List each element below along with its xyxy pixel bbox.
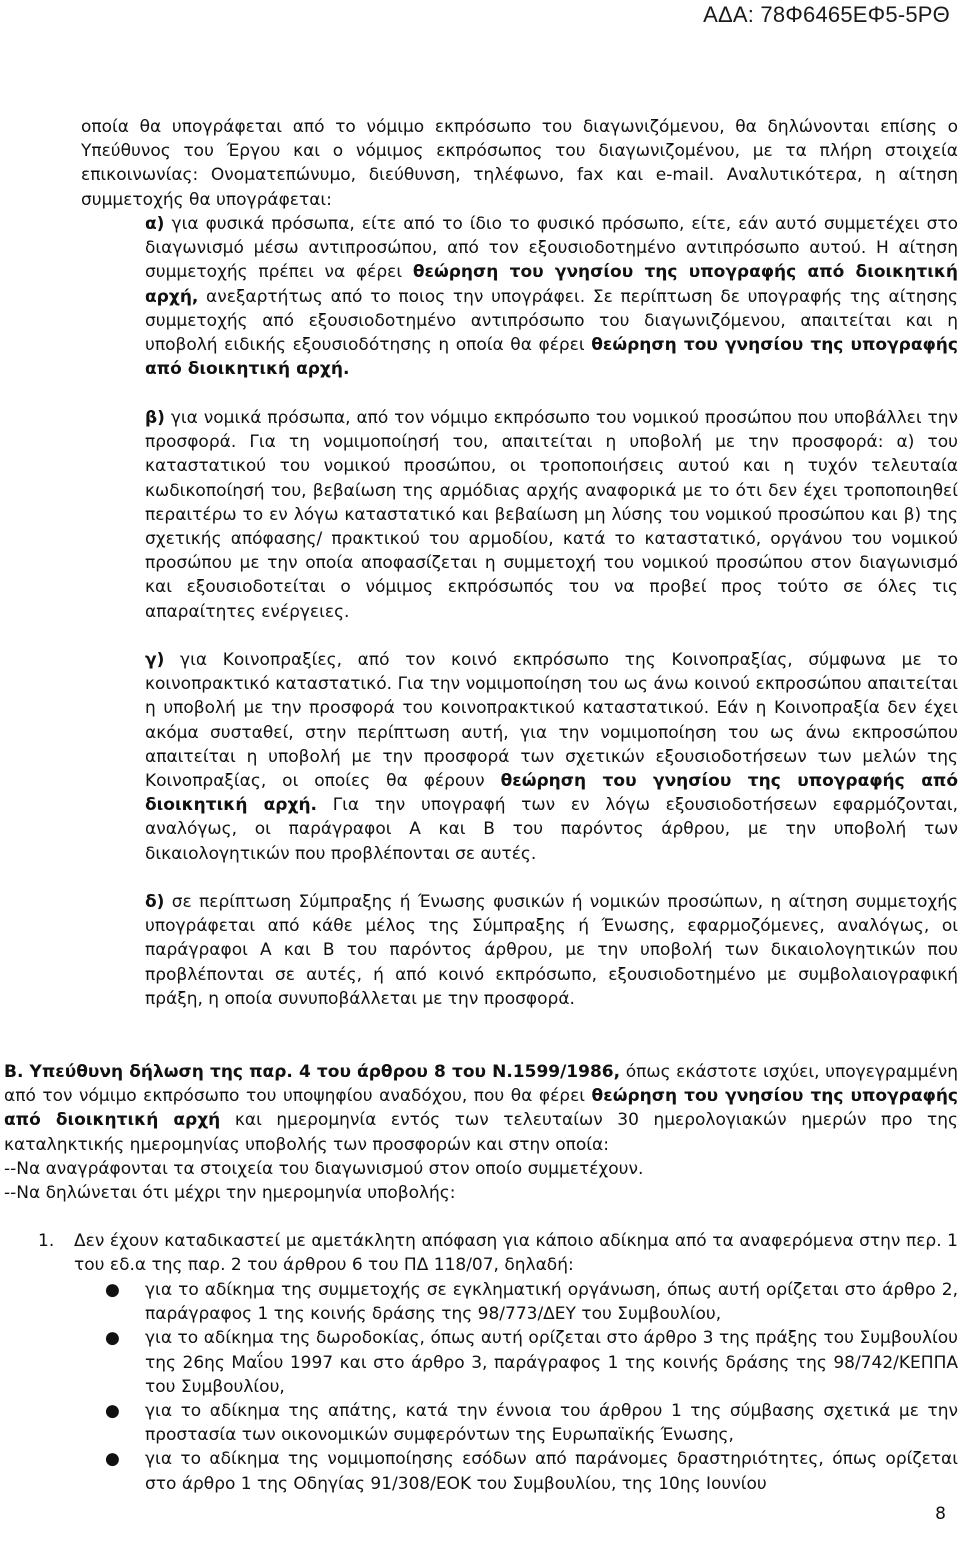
case-a-bold-2: θεώρηση του γνησίου της υπογραφής από διοικητική αρχή. <box>145 335 958 380</box>
section-b-line-1: --Να αναγράφονται τα στοιχεία του διαγωνισμού στον οποίο συμμετέχουν. <box>4 1158 644 1179</box>
case-c-paragraph <box>145 648 958 866</box>
bullet-text: για το αδίκημα της δωροδοκίας, όπως αυτή ορίζεται στο άρθρο 3 της πράξης του Συμβουλίου της 26ης Μαΐου 1997 και στο άρθρο 3, παράγραφος 1 της κοινής δράσης της 98/742/ΚΕΠΠΑ του Συμβουλίου, <box>145 1328 958 1397</box>
list-item <box>105 1399 958 1447</box>
numbered-item-text: Δεν έχουν καταδικαστεί με αμετάκλητη απόφαση για κάποιο αδίκημα από τα αναφερόμενα στην περ. 1 του εδ.α της παρ. 2 του άρθρου 6 του ΠΔ 118/07, δηλαδή: <box>74 1231 958 1276</box>
bullet-text: για το αδίκημα της απάτης, κατά την έννοια του άρθρου 1 της σύμβασης σχετικά με την προστασία των οικονομικών συμφερόντων της Ευρωπαϊκής Ένωσης, <box>145 1401 958 1446</box>
case-a-text-2: ανεξαρτήτως από το ποιος την υπογράφει. Σε περίπτωση δε υπογραφής της αίτησης συμμετοχής από εξουσιοδοτημένο αντιπρόσωπο του διαγωνιζόμενου, απαιτείται και η υποβολή ειδικής εξουσιοδότησης η οποία θα φέρει <box>145 286 958 356</box>
case-a-paragraph <box>145 212 958 381</box>
list-item <box>105 1278 958 1326</box>
ada-code: ΑΔΑ: 78Φ6465ΕΦ5-5ΡΘ <box>703 2 950 27</box>
section-b-line-2: --Να δηλώνεται ότι μέχρι την ημερομηνία υποβολής: <box>4 1183 456 1204</box>
bullet-dot-icon: ● <box>105 1449 120 1470</box>
case-a-bold-1: θεώρηση του γνησίου της υπογραφής από διοικητική αρχή, <box>145 262 958 307</box>
case-b-paragraph <box>145 406 958 624</box>
case-d-paragraph <box>145 890 958 1011</box>
case-c-bold: θεώρηση του γνησίου της υπογραφής από διοικητική αρχή. <box>145 771 958 816</box>
section-b-heading: Β. Υπεύθυνη δήλωση της παρ. 4 του άρθρου 8 του Ν.1599/1986, <box>4 1062 621 1082</box>
case-b-label: β) <box>145 408 165 428</box>
list-item <box>105 1326 958 1399</box>
bullet-dot-icon: ● <box>105 1401 120 1422</box>
numbered-item-1 <box>38 1229 958 1277</box>
case-b-text: για νομικά πρόσωπα, από τον νόμιμο εκπρόσωπο του νομικού προσώπου που υποβάλλει την προσφορά. Για τη νομιμοποίησή του, απαιτείται η υποβολή με την προσφορά: α) του καταστατικού του νομικού προσώπου, οι τροποποιήσεις αυτού και η τυχόν τελευταία κωδικοποίησή του, βεβαίωση της αρμόδιας αρχής αναφορικά με το ότι δεν έχει τροποποιηθεί περαιτέρω το εν λόγω καταστατικό και βεβαίωση μη λύσης του νομικού προσώπου και β) της σχετικής απόφασης/ πρακτικού του αρμοδίου, κατά το καταστατικό, οργάνου του νομικού προσώπου με την οποία αποφασίζεται η συμμετοχή του νομικού προσώπου στον διαγωνισμό και εξουσιοδοτείται ο νόμιμος εκπρόσωπός του να προβεί προς τούτο σε όλες τις απαραίτητες ενέργειες. <box>145 408 958 622</box>
bullet-text: για το αδίκημα της συμμετοχής σε εγκληματική οργάνωση, όπως αυτή ορίζεται στο άρθρο 2, παράγραφος 1 της κοινής δράσης της 98/773/ΔΕΥ του Συμβουλίου, <box>145 1280 958 1325</box>
analytical-text: Αναλυτικότερα, η αίτηση συμμετοχής θα υπογράφεται: <box>81 165 959 210</box>
section-b-paragraph <box>4 1060 958 1205</box>
case-c-text-1: για Κοινοπραξίες, από τον κοινό εκπρόσωπο της Κοινοπραξίας, σύμφωνα με το κοινοπρακτικό καταστατικό. Για την νομιμοποίηση του ως άνω κοινού εκπροσώπου απαιτείται η υποβολή με την προσφορά του κοινοπρακτικού καταστατικού. Εάν η Κοινοπραξία δεν έχει ακόμα συσταθεί, στην περίπτωση αυτή, για την νομιμοποίηση του ως άνω εκπροσώπου απαιτείται η υποβολή με την προσφορά των σχετικών εξουσιοδοτήσεων των μελών της Κοινοπραξίας, οι οποίες θα φέρουν <box>145 650 958 792</box>
case-d-text: σε περίπτωση Σύμπραξης ή Ένωσης φυσικών ή νομικών προσώπων, η αίτηση συμμετοχής υπογράφεται από κάθε μέλος της Σύμπραξης ή Ένωσης, εφαρμοζόμενες, αναλόγως, οι παράγραφοι Α και Β του παρόντος άρθρου, με την υποβολή των δικαιολογητικών που προβλέπονται σε αυτές, ή από κοινό εκπρόσωπο, εξουσιοδοτημένο με συμβολαιογραφική πράξη, η οποία συνυποβάλλεται με την προσφορά. <box>145 892 958 1009</box>
bullet-list <box>105 1278 958 1496</box>
case-c-label: γ) <box>145 650 165 670</box>
section-b-bold: θεώρηση του γνησίου της υπογραφής από διοικητική αρχή <box>4 1086 959 1131</box>
case-a-text-1: για φυσικά πρόσωπα, είτε από το ίδιο το φυσικό πρόσωπο, είτε, εάν αυτό συμμετέχει στο διαγωνισμό μέσω αντιπροσώπου, από τον εξουσιοδοτημένο αντιπρόσωπο αυτού. Η αίτηση συμμετοχής πρέπει να φέρει <box>145 214 958 283</box>
case-d-label: δ) <box>145 892 165 912</box>
numbered-item-number: 1. <box>38 1231 55 1251</box>
section-b-text-2: και ημερομηνία εντός των τελευταίων 30 ημερολογιακών ημερών προ της καταληκτικής ημερομηνίας υποβολής των προσφορών και στην οποία: <box>4 1110 958 1155</box>
intro-text: οποία θα υπογράφεται από το νόμιμο εκπρόσωπο του διαγωνιζόμενου, θα δηλώνονται επίσης ο Υπεύθυνος του Έργου και ο νόμιμος εκπρόσωπος του διαγωνιζομένου, με τα πλήρη στοιχεία επικοινωνίας: Ονοματεπώνυμο, διεύθυνση, τηλέφωνο, fax και e-mail. <box>81 117 958 186</box>
bullet-dot-icon: ● <box>105 1280 120 1300</box>
page-number: 8 <box>935 1504 946 1524</box>
bullet-dot-icon: ● <box>105 1328 120 1349</box>
section-b-text-1: όπως εκάστοτε ισχύει, υπογεγραμμένη από τον νόμιμο εκπρόσωπο του υποψηφίου αναδόχου, που θα φέρει <box>4 1062 958 1107</box>
list-item <box>105 1447 958 1495</box>
case-a-label: α) <box>145 214 165 234</box>
intro-paragraph <box>81 115 958 212</box>
bullet-text: για το αδίκημα της νομιμοποίησης εσόδων από παράνομες δραστηριότητες, όπως ορίζεται στο άρθρο 1 της Οδηγίας 91/308/ΕΟΚ του Συμβουλίου, της 10ης Ιουνίου <box>145 1449 958 1494</box>
case-c-text-2: Για την υπογραφή των εν λόγω εξουσιοδοτήσεων εφαρμόζονται, αναλόγως, οι παράγραφοι Α και Β του παρόντος άρθρου, με την υποβολή των δικαιολογητικών που προβλέπονται σε αυτές. <box>145 795 959 864</box>
